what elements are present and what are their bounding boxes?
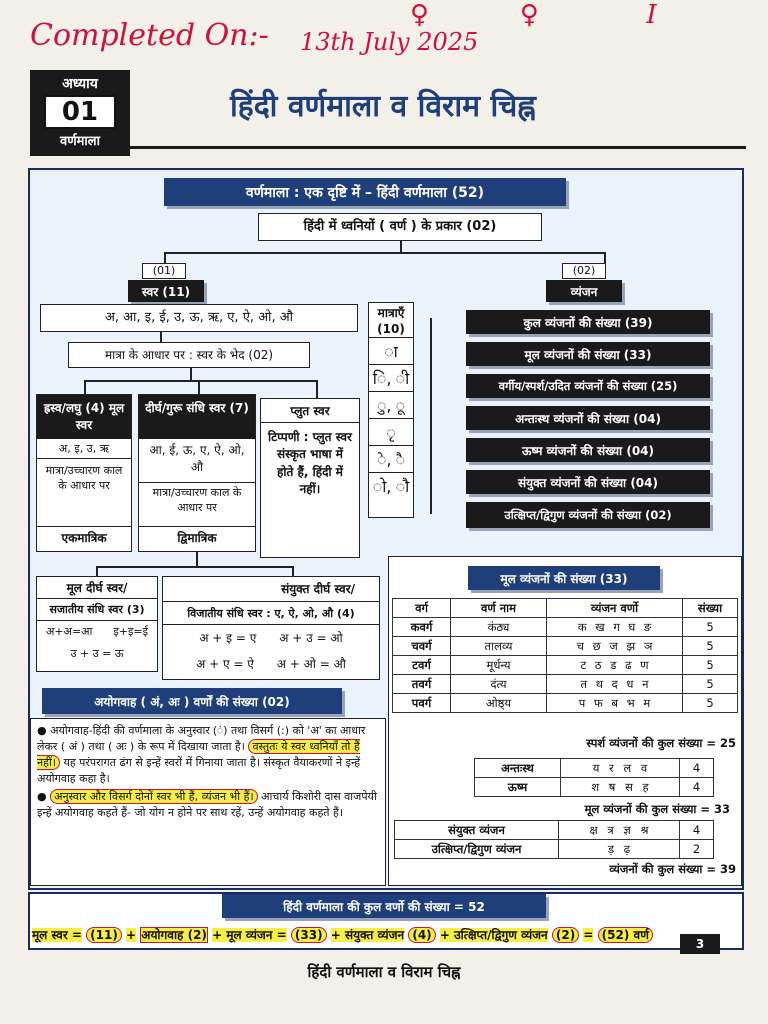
- connector: [164, 252, 604, 254]
- connector: [292, 566, 294, 576]
- table-cell: ड़ ढ़: [559, 840, 680, 859]
- table-header: संख्या: [683, 599, 738, 618]
- table-row: [475, 778, 714, 797]
- handwritten-date: 13th July 2025: [300, 28, 479, 56]
- vyanjan-count-item: वर्गीय/स्पर्श/उदित व्यंजनों की संख्या (25): [466, 374, 710, 398]
- sanyukt-eq2: अ + ए = ऐ अ + ओ = औ: [196, 657, 346, 671]
- dirgh-title: दीर्घ/गुरू संधि स्वर (7): [139, 395, 255, 439]
- connector: [400, 241, 402, 253]
- table-row: [393, 675, 738, 694]
- connector: [196, 552, 198, 566]
- total-term: (2): [552, 927, 579, 943]
- table-cell: 5: [683, 656, 738, 675]
- matraen-title: मात्राएँ: [377, 306, 405, 320]
- table-row: [393, 694, 738, 713]
- matra-item: े, ै: [369, 445, 413, 472]
- vyanjan-count-item: मूल व्यंजनों की संख्या (33): [466, 342, 710, 366]
- table-cell: तालव्य: [451, 637, 547, 656]
- mool-table-title: मूल व्यंजनों की संख्या (33): [468, 566, 660, 590]
- vyanjan-number: (02): [562, 263, 606, 279]
- table-row: [395, 840, 714, 859]
- adhyay-label: अध्याय: [62, 76, 98, 92]
- table-cell: 4: [680, 778, 714, 797]
- table-cell: अन्तःस्थ: [475, 759, 561, 778]
- table-cell: श ष स ह: [561, 778, 680, 797]
- total-term: +: [126, 928, 137, 942]
- sparsh-total: स्पर्श व्यंजनों की कुल संख्या = 25: [586, 736, 736, 750]
- table-cell: 5: [683, 618, 738, 637]
- hrasva-type: एकमात्रिक: [61, 531, 107, 545]
- swar-number: (01): [142, 263, 186, 279]
- total-term: (4): [408, 927, 435, 943]
- total-term: =: [583, 928, 594, 942]
- total-term: (33): [291, 927, 327, 943]
- mool-dirgh-eq1: अ+अ=आ इ+इ=ई: [45, 625, 149, 638]
- kul-total: व्यंजनों की कुल संख्या = 39: [609, 862, 736, 876]
- total-term: अयोगवाह (2): [141, 928, 207, 942]
- table-header-row: [393, 599, 738, 618]
- table-row: [475, 759, 714, 778]
- table-cell: 4: [680, 759, 714, 778]
- mool-dirgh-eq2: उ + उ = ऊ: [70, 647, 124, 660]
- table-cell: च छ ज झ ञ: [547, 637, 683, 656]
- swar-label: स्वर (11): [128, 280, 204, 302]
- mool-dirgh-title: मूल दीर्घ स्वर/: [37, 577, 157, 599]
- total-equation: [32, 924, 692, 946]
- handwritten-doodle: ♀ ♀ I: [410, 0, 657, 30]
- ayogvah-banner: अयोगवाह ( अं, अः ) वर्णों की संख्या (02): [42, 688, 342, 714]
- matraen-box: [368, 302, 414, 518]
- table-header: वर्ण नाम: [451, 599, 547, 618]
- total-term: + उत्क्षिप्त/द्विगुण व्यंजन: [439, 928, 548, 942]
- vyanjan-count-item: संयुक्त व्यंजनों की संख्या (04): [466, 470, 710, 494]
- mool-total: मूल व्यंजनों की कुल संख्या = 33: [584, 802, 730, 816]
- vyanjan-label: व्यंजन: [546, 280, 622, 302]
- sanyukt-eq1: अ + इ = ए अ + उ = ओ: [199, 631, 343, 645]
- matra-basis-box: मात्रा के आधार पर : स्वर के भेद (02): [68, 342, 310, 368]
- connector: [198, 380, 200, 394]
- vyanjan-count-item: ऊष्म व्यंजनों की संख्या (04): [466, 438, 710, 462]
- connector: [96, 566, 98, 576]
- dirgh-type: द्विमात्रिक: [177, 531, 217, 545]
- header-rule: [130, 146, 746, 149]
- table-cell: 2: [680, 840, 714, 859]
- dirgh-note: मात्रा/उच्चारण काल के आधार पर: [139, 483, 255, 527]
- table-cell: ट ठ ड ढ ण: [547, 656, 683, 675]
- table-cell: य र ल व: [561, 759, 680, 778]
- total-term: (11): [86, 927, 122, 943]
- table-cell: ओष्ठ्य: [451, 694, 547, 713]
- total-term: + मूल व्यंजन =: [212, 928, 287, 942]
- connector: [190, 368, 192, 380]
- sanyukt-dirgh-sub: विजातीय संधि स्वर : ए, ऐ, ओ, औ (4): [163, 601, 379, 625]
- connector: [84, 380, 316, 382]
- total-term: + संयुक्त व्यंजन: [330, 928, 405, 942]
- sanyukt-table: [394, 820, 714, 859]
- matra-item: ा: [369, 337, 413, 364]
- table-cell: 5: [683, 675, 738, 694]
- sanyukt-dirgh-title: संयुक्त दीर्घ स्वर/: [281, 582, 355, 596]
- hrasva-letters: अ, इ, उ, ऋ: [37, 439, 131, 459]
- table-cell: पवर्ग: [393, 694, 451, 713]
- table-cell: तवर्ग: [393, 675, 451, 694]
- connector: [96, 566, 292, 568]
- table-cell: उत्क्षिप्त/द्विगुण व्यंजन: [395, 840, 559, 859]
- mool-vyanjan-table: [392, 598, 738, 713]
- ayogvah-para-2: ● अनुस्वार और विसर्ग दोनों स्वर भी हैं, व्यंजन भी हैं। आचार्य किशोरी दास वाजपेयी इन्हें अयोगवाह कहते हैं- जो योग न होने पर साथ रहें, उन्हें अयोगवाह कहते हैं।: [37, 789, 377, 819]
- table-cell: मूर्धन्य: [451, 656, 547, 675]
- table-row: [393, 618, 738, 637]
- connector: [84, 380, 86, 394]
- chapter-topic: वर्णमाला: [60, 134, 100, 149]
- mool-dirgh-box: [36, 576, 158, 672]
- total-term: (52) वर्ण: [598, 927, 653, 943]
- matra-item: ृ: [369, 418, 413, 445]
- sound-types-box: हिंदी में ध्वनियों ( वर्ण ) के प्रकार (02): [258, 213, 542, 241]
- running-title: हिंदी वर्णमाला व विराम चिह्न: [307, 963, 461, 981]
- page-title: हिंदी वर्णमाला व विराम चिह्न: [230, 89, 536, 124]
- chapter-badge: [30, 70, 130, 156]
- page-number: 3: [680, 934, 720, 954]
- total-banner: हिंदी वर्णमाला की कुल वर्णो की संख्या = 52: [222, 894, 546, 918]
- hrasva-column: [36, 394, 132, 552]
- ayogvah-para-1: ● अयोगवाह-हिंदी की वर्णमाला के अनुस्वार (ं) तथा विसर्ग (:) को 'अ' का आधार लेकर ( अं ) तथा ( अः ) के रूप में दिखाया जाता है। वस्तुतः ये स्वर ध्वनियाँ तो हैं नहीं। यह परंपरागत ढंग से इन्हें स्वरों में गिनाया जाता है। संस्कृत वैयाकरणों ने इन्हें अयोगवाह कहा है।: [37, 724, 366, 785]
- sanyukt-dirgh-box: [162, 576, 380, 680]
- table-cell: 5: [683, 694, 738, 713]
- table-cell: क्ष त्र ज्ञ श्र: [559, 821, 680, 840]
- vyanjan-count-item: उत्क्षिप्त/द्विगुण व्यंजनों की संख्या (02): [466, 502, 710, 528]
- connector: [430, 318, 432, 514]
- matra-item: ि, ी: [369, 364, 413, 391]
- table-cell: कंठ्य: [451, 618, 547, 637]
- antahsth-ushm-table: [474, 758, 714, 797]
- swar-list: अ, आ, इ, ई, उ, ऊ, ऋ, ए, ऐ, ओ, औ: [40, 304, 358, 332]
- matra-item: ु, ू: [369, 391, 413, 418]
- matraen-count: (10): [377, 322, 405, 337]
- matra-item: ो, ौ: [369, 472, 413, 499]
- table-cell: क ख ग घ ङ: [547, 618, 683, 637]
- vyanjan-count-item: कुल व्यंजनों की संख्या (39): [466, 310, 710, 334]
- table-cell: 5: [683, 637, 738, 656]
- table-row: [395, 821, 714, 840]
- dirgh-column: [138, 394, 256, 552]
- dirgh-letters: आ, ई, ऊ, ए, ऐ, ओ, औ: [139, 439, 255, 483]
- table-header: व्यंजन वर्णो: [547, 599, 683, 618]
- chapter-number: 01: [44, 95, 116, 129]
- table-header: वर्ग: [393, 599, 451, 618]
- mool-dirgh-sub: सजातीय संधि स्वर (3): [37, 599, 157, 621]
- connector: [160, 332, 162, 342]
- plut-title: प्लुत स्वर: [261, 399, 359, 423]
- hrasva-title: ह्रस्व/लघु (4) मूल स्वर: [37, 395, 131, 439]
- table-cell: प फ ब भ म: [547, 694, 683, 713]
- table-cell: टवर्ग: [393, 656, 451, 675]
- ayogvah-text: [30, 718, 386, 886]
- plut-note: टिप्पणी : प्लुत स्वर संस्कृत भाषा में होते हैं, हिंदी में नहीं।: [268, 430, 352, 497]
- table-cell: चवर्ग: [393, 637, 451, 656]
- table-row: [393, 656, 738, 675]
- table-cell: दंत्य: [451, 675, 547, 694]
- table-cell: 4: [680, 821, 714, 840]
- handwritten-completed-on: Completed On:-: [30, 18, 269, 53]
- table-row: [393, 637, 738, 656]
- vyanjan-count-item: अन्तःस्थ व्यंजनों की संख्या (04): [466, 406, 710, 430]
- plut-box: [260, 398, 360, 558]
- table-cell: ऊष्म: [475, 778, 561, 797]
- overview-banner: वर्णमाला : एक दृष्टि में – हिंदी वर्णमाला (52): [164, 178, 566, 206]
- table-cell: संयुक्त व्यंजन: [395, 821, 559, 840]
- table-cell: कवर्ग: [393, 618, 451, 637]
- total-term: मूल स्वर =: [32, 928, 82, 942]
- table-cell: त थ द ध न: [547, 675, 683, 694]
- connector: [316, 380, 318, 398]
- hrasva-note: मात्रा/उच्चारण काल के आधार पर: [37, 459, 131, 527]
